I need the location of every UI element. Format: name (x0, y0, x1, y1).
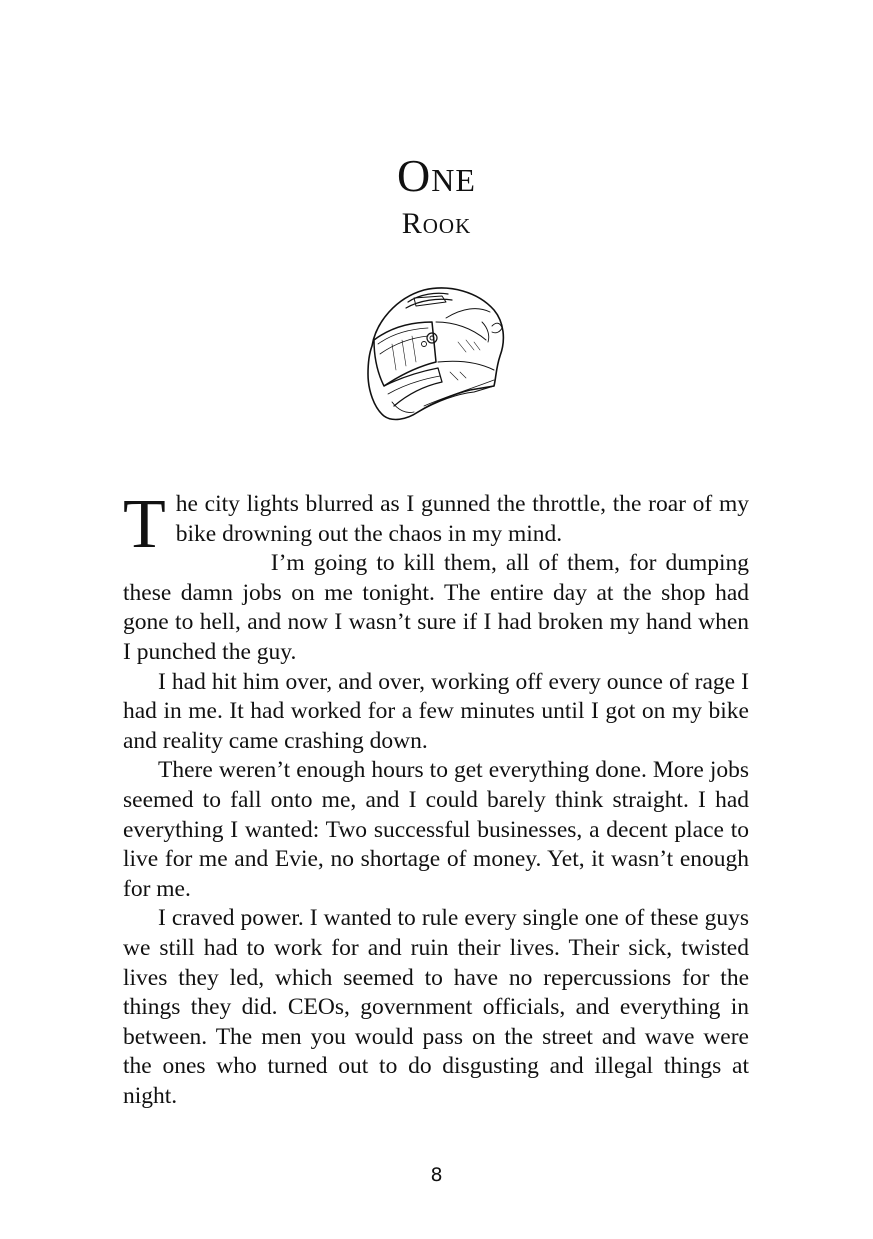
chapter-body (123, 486, 749, 1111)
drop-cap: T (123, 486, 166, 563)
paragraph-5: I craved power. I wanted to rule every single one of these guys we still had to work for and ruin their lives. Their sick, twisted lives they led, which seemed to have no repercussions for the things they did. CEOs, government officials, and everything in between. The men you would pass on the street and wave were the ones who turned out to do disgusting and illegal things at night. (123, 905, 749, 1109)
paragraph-1 (123, 486, 749, 563)
paragraph-2: I’m going to kill them, all of them, for dumping these damn jobs on me tonight. The entire day at the shop had gone to hell, and now I wasn’t sure if I had broken my hand when I punched the guy. (123, 550, 749, 665)
chapter-title: Rook (401, 207, 472, 240)
paragraph-1-text: he city lights blurred as I gunned the throttle, the roar of my bike drowning out the chaos in my mind. (175, 491, 749, 547)
page-number: 8 (430, 1164, 443, 1186)
paragraph-3: I had hit him over, and over, working off every ounce of rage I had in me. It had worked for a few minutes until I got on my bike and reality came crashing down. (123, 668, 749, 754)
motorcycle-helmet-icon (362, 282, 508, 424)
paragraph-4: There weren’t enough hours to get everything done. More jobs seemed to fall onto me, and I could barely think straight. I had everything I wanted: Two successful businesses, a decent place to live for me and Evie, no shortage of money. Yet, it wasn’t enough for me. (123, 757, 749, 902)
chapter-number: One (397, 150, 476, 201)
